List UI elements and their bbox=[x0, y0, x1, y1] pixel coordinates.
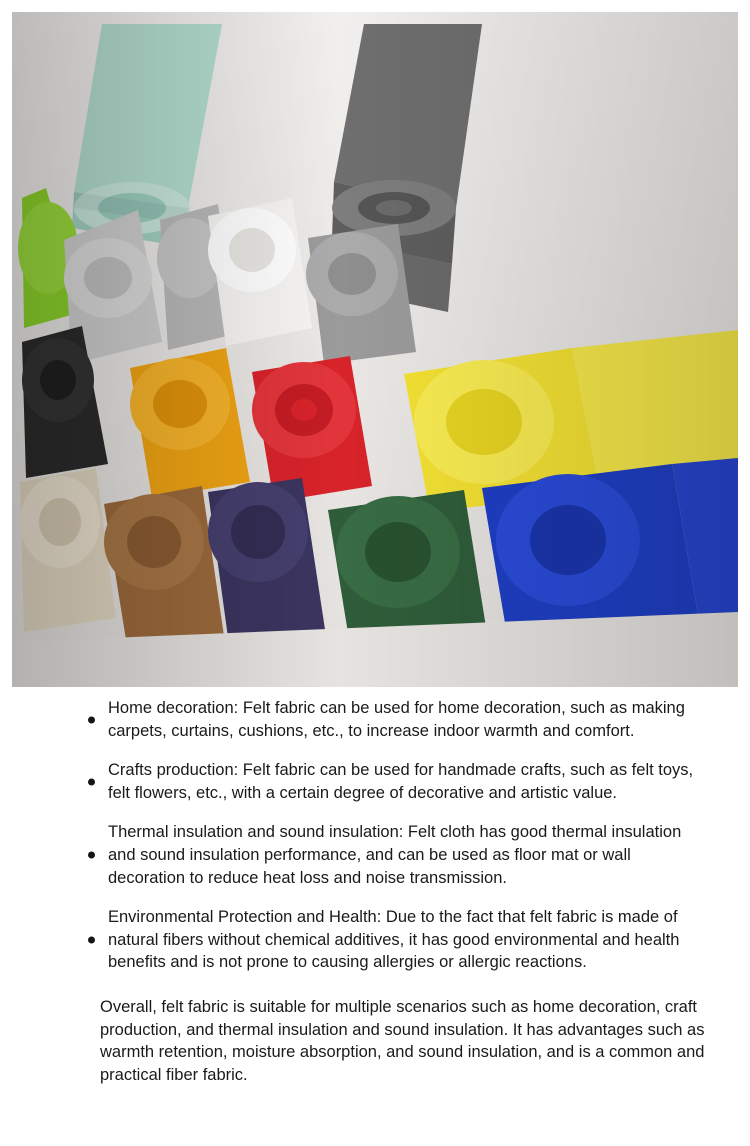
list-item bbox=[82, 821, 712, 889]
summary-paragraph: Overall, felt fabric is suitable for multiple scenarios such as home decoration, craft production, and thermal insulation and sound insulation. It has advantages such as warmth retention, moisture absorption, and sound insulation, and is a common and practical fiber fabric. bbox=[100, 997, 705, 1084]
bullet-text: Home decoration: Felt fabric can be used for home decoration, such as making carpets, curtains, cushions, etc., to increase indoor warmth and comfort. bbox=[108, 699, 685, 740]
list-item bbox=[82, 906, 712, 974]
bullet-dot-icon bbox=[88, 716, 95, 723]
bullet-text: Thermal insulation and sound insulation: Felt cloth has good thermal insulation and sound insulation performance, and can be used as floor mat or wall decoration to reduce heat loss and noise transmission. bbox=[108, 823, 682, 887]
bullet-text: Crafts production: Felt fabric can be used for handmade crafts, such as felt toys, felt flowers, etc., with a certain degree of decorative and artistic value. bbox=[108, 761, 694, 802]
article-body bbox=[82, 697, 712, 1103]
list-item bbox=[82, 759, 712, 804]
bullet-dot-icon bbox=[88, 937, 95, 944]
bullet-dot-icon bbox=[88, 778, 95, 785]
bullet-dot-icon bbox=[88, 852, 95, 859]
hero-illustration bbox=[12, 12, 738, 687]
felt-fabric-rolls-photo bbox=[12, 12, 738, 687]
list-item bbox=[82, 697, 712, 742]
bullet-text: Environmental Protection and Health: Due to the fact that felt fabric is made of natural fibers without chemical additives, it has good environmental and health benefits and is not prone to causing allergies or allergic reactions. bbox=[108, 908, 680, 972]
